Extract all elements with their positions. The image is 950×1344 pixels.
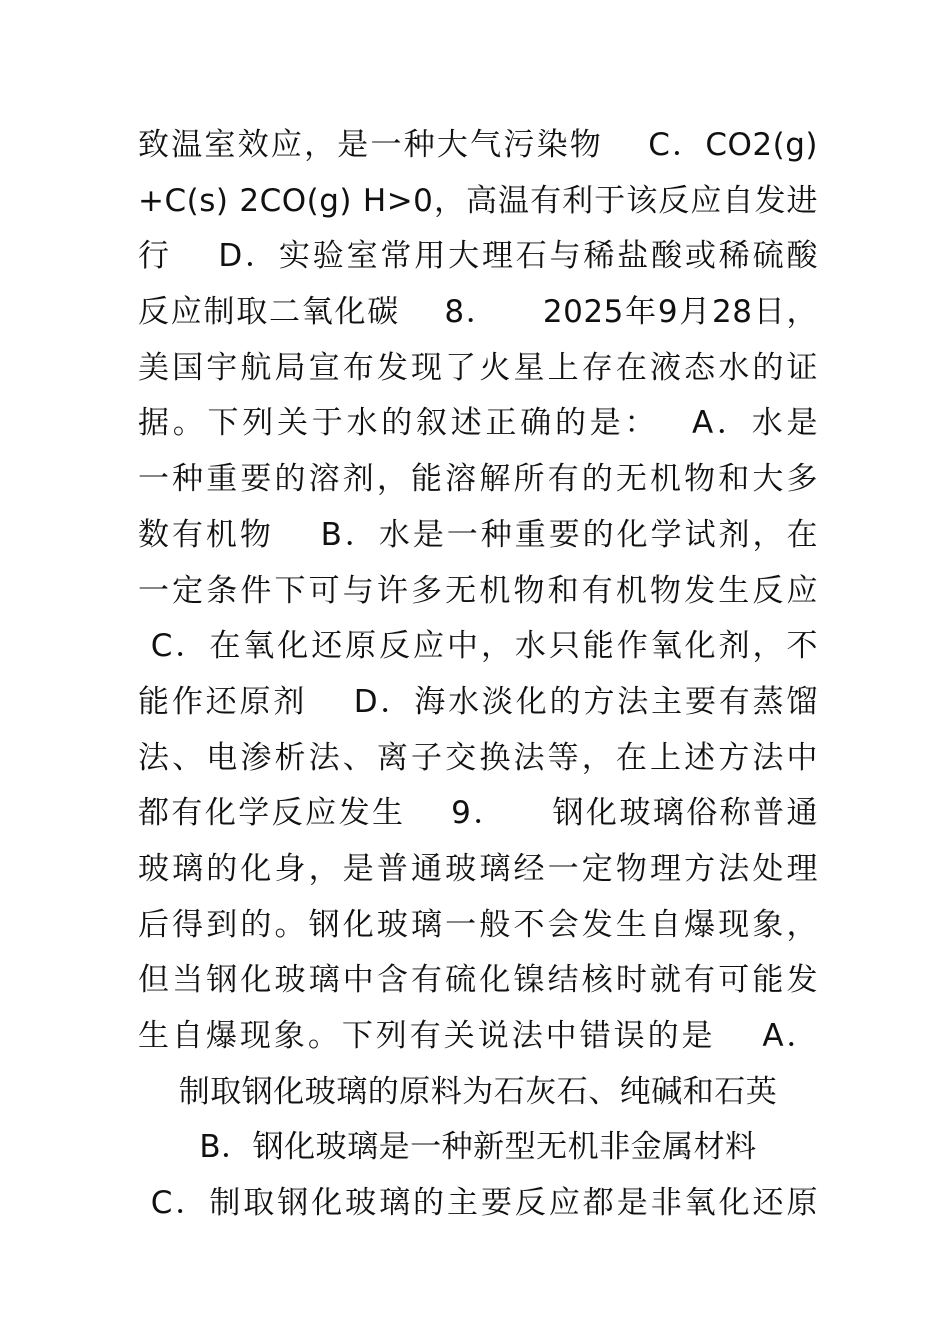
text-line: +C(s) 2CO(g) H>0，高温有利于该反应自发进	[138, 182, 818, 219]
text-line: 法、电渗析法、离子交换法等，在上述方法中	[138, 739, 818, 776]
text-line: 一种重要的溶剂，能溶解所有的无机物和大多	[138, 461, 818, 498]
text-line: 制取钢化玻璃的原料为石灰石、纯碱和石英	[178, 1073, 778, 1110]
text-line: 生自爆现象。下列有关说法中错误的是 A．	[138, 1018, 818, 1054]
text-line: 行 D．实验室常用大理石与稀盐酸或稀硫酸	[138, 238, 818, 275]
text-line: 玻璃的化身，是普通玻璃经一定物理方法处理	[138, 850, 818, 887]
text-line: 反应制取二氧化碳 8． 2025年9月28日，	[138, 294, 818, 331]
text-line: 能作还原剂 D．海水淡化的方法主要有蒸馏	[138, 683, 818, 720]
text-line: 据。下列关于水的叙述正确的是： A．水是	[138, 405, 818, 442]
text-line: C．在氧化还原反应中，水只能作氧化剂，不	[138, 628, 818, 665]
body-text	[138, 118, 818, 1232]
text-line: 但当钢化玻璃中含有硫化镍结核时就有可能发	[138, 962, 818, 999]
text-line: 一定条件下可与许多无机物和有机物发生反应	[138, 572, 818, 609]
text-line: 美国宇航局宣布发现了火星上存在液态水的证	[138, 349, 818, 386]
text-line: 数有机物 B．水是一种重要的化学试剂，在	[138, 516, 818, 553]
text-line: B．钢化玻璃是一种新型无机非金属材料	[199, 1129, 757, 1166]
text-line: C．制取钢化玻璃的主要反应都是非氧化还原	[138, 1185, 818, 1222]
text-line: 致温室效应，是一种大气污染物 C．CO2(g)	[138, 127, 818, 163]
text-line: 后得到的。钢化玻璃一般不会发生自爆现象，	[138, 906, 818, 943]
text-line: 都有化学反应发生 9． 钢化玻璃俗称普通	[138, 795, 818, 832]
